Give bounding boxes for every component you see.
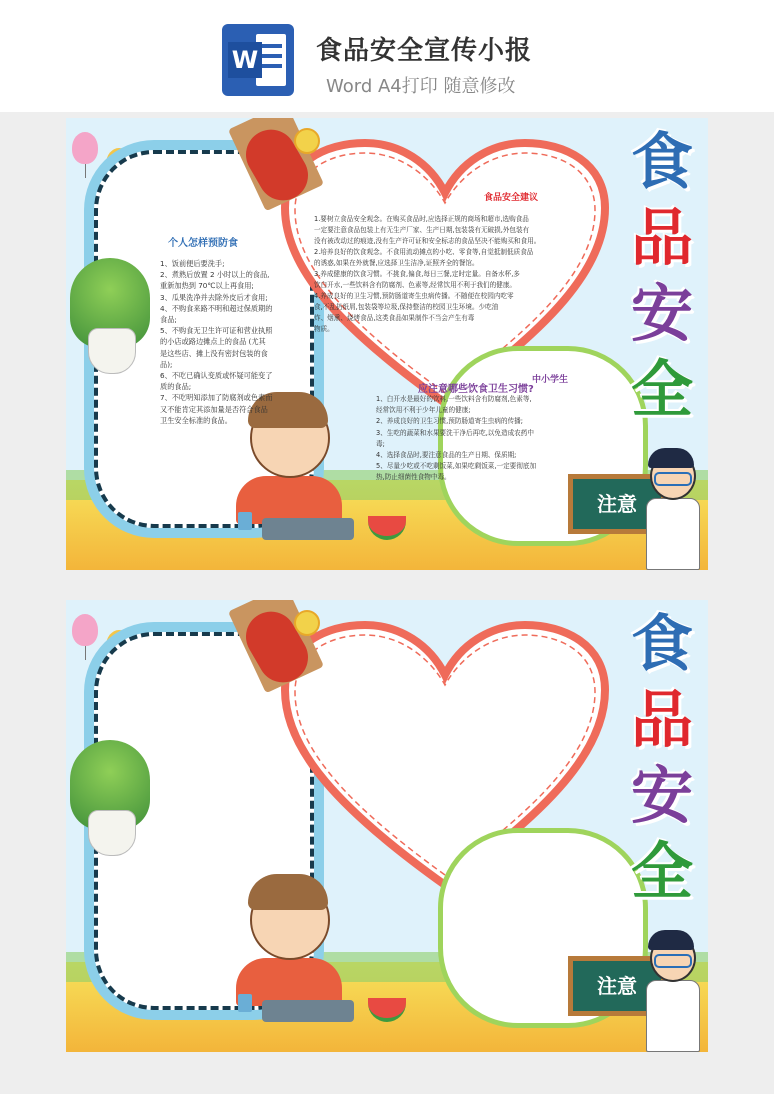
title-char: 全 (630, 835, 693, 908)
title-char: 安 (630, 277, 693, 350)
glasses-icon (654, 954, 692, 968)
left_section-line: 5、不购食无卫生许可证和营业执照 (160, 326, 273, 336)
heart_section-line: 没有被改动过的痕迹,没有生产许可证和安全标志的食品坚决不能购买和食用。 (314, 237, 541, 245)
cloud_section-line: 2、养成良好的卫生习惯,预防肠道寄生虫病的传播; (376, 417, 523, 426)
left_section-line: 质的食品; (160, 382, 192, 392)
left_section-line: 卫生安全标准的食品。 (160, 415, 232, 425)
poster-blank (66, 600, 708, 1052)
left_section-line: 食品; (160, 315, 177, 325)
big-title (622, 606, 702, 910)
big-title (622, 124, 702, 428)
lemon-icon (294, 128, 320, 154)
page-subtitle: Word A4打印 随意修改 (326, 76, 516, 97)
balloon-icon (72, 614, 98, 646)
doc-line (260, 64, 282, 68)
left_section-line: 4、不购食来路不明和超过保质期的 (160, 303, 273, 313)
cloud_section-line: 5、尽量少吃或不吃剩饭菜,如果吃剩饭菜,一定要彻底加 (376, 462, 537, 471)
heart_section-line: 4.养成良好的卫生习惯,预防肠道寄生虫病传播。不随便在校园内吃零 (314, 292, 514, 300)
cup-icon (238, 512, 252, 530)
cloud-section-text (376, 394, 596, 484)
heart_section-line: 一定要注意食品包装上有无生产厂家、生产日期,包装袋有无破损,外包装有 (314, 226, 530, 234)
cloud_section-line: 3、生吃的蔬菜和水果要洗干净后再吃,以免造成农药中 (376, 428, 534, 437)
poster-filled (66, 118, 708, 570)
heart_section-line: 炸、烟熏、烧烤食品,这类食品如果制作不当会产生有毒 (314, 314, 475, 322)
heart_section-line: 2.培养良好的饮食观念。不食用流动摊点的小吃、零食等,自觉抵制低质食品 (314, 248, 534, 256)
left_section-line: 是这些店、摊上没有密封包装的食 (160, 348, 268, 358)
page-title: 食品安全宣传小报 (316, 36, 533, 66)
heart_section-line: 饮白开水,一些饮料含有防腐剂、色素等,经常饮用不利于我们的健康。 (314, 281, 517, 289)
doc-line (260, 54, 282, 58)
heart_section-line: 物质。 (314, 325, 334, 333)
title-char: 食 (630, 125, 693, 198)
doctor-body (646, 980, 700, 1052)
word-icon (222, 24, 294, 96)
heart_section-line: 食,不乱扔纸屑,包装袋等垃圾,保持整洁的校园卫生环境。少吃油 (314, 303, 499, 311)
title-char: 全 (630, 353, 693, 426)
left_section-line: 品); (160, 359, 173, 369)
cloud_section-line: 毒; (376, 439, 385, 448)
notice-board: 注意 (568, 474, 666, 534)
cloud_section-line: 4、选择食品时,要注意食品的生产日期、保质期; (376, 451, 517, 460)
left_section-line: 3、瓜果洗净并去除外皮后才食用; (160, 292, 268, 302)
title-char: 安 (630, 759, 693, 832)
lemon-icon (294, 610, 320, 636)
page-header (0, 0, 774, 112)
doctor-body (646, 498, 700, 570)
doctor-hair (648, 448, 694, 468)
title-char: 品 (630, 683, 693, 756)
food-tray-icon (262, 518, 354, 540)
heart_section-line: 3.养成健康的饮食习惯。不挑食,偏食,每日三餐,定时定量。自备水杯,多 (314, 270, 520, 278)
left-section-text (160, 258, 288, 426)
kid-hair (248, 874, 328, 910)
balloon-string (85, 164, 86, 178)
left_section-line: 1、饭前便后要洗手; (160, 259, 225, 268)
cloud_section-line: 1、白开水是最好的饮料,一些饮料含有防腐剂,色素等, (376, 395, 532, 403)
word-letter: W (228, 42, 262, 78)
cloud_section-line: 经常饮用不利于少年儿童的健康; (376, 406, 471, 415)
cabbage-stem (88, 810, 136, 856)
left_section-line: 7、不吃明知添加了防腐剂或色素而 (160, 393, 273, 403)
heart_section-line: 1.要树立食品安全观念。在购买食品时,应选择正规的商场和超市,选购食品 (314, 215, 529, 223)
heart-section-text (314, 214, 584, 335)
glasses-icon (654, 472, 692, 486)
cloud_section-line: 热,防止细菌性食物中毒。 (376, 473, 451, 482)
left_section-line: 又不能肯定其添加量是否符合食品 (160, 404, 268, 414)
heart_section-line: 的诱惑,如果在外就餐,应选择卫生洁净,证照齐全的餐馆。 (314, 259, 479, 267)
cloud-section-title: 应注意哪些饮食卫生习惯? (418, 384, 534, 395)
doctor-hair (648, 930, 694, 950)
left-section-title: 个人怎样预防食 (168, 238, 238, 249)
cloud-section-heading: 中小学生 (532, 375, 569, 385)
left_section-line: 重新加热到 70℃以上再食用; (160, 281, 254, 291)
balloon-icon (72, 132, 98, 164)
notice-board: 注意 (568, 956, 666, 1016)
left_section-line: 6、不吃已确认变质或怀疑可能变了 (160, 371, 273, 381)
left_section-line: 2、煮熟后放置 2 小时以上的食品, (160, 270, 270, 280)
cabbage-stem (88, 328, 136, 374)
title-char: 食 (630, 607, 693, 680)
food-tray-icon (262, 1000, 354, 1022)
balloon-string (85, 646, 86, 660)
title-char: 品 (630, 201, 693, 274)
heart-section-title: 食品安全建议 (484, 193, 539, 203)
left_section-line: 的小店或路边摊点上的食品 (尤其 (160, 337, 266, 347)
doc-line (260, 44, 282, 48)
cup-icon (238, 994, 252, 1012)
